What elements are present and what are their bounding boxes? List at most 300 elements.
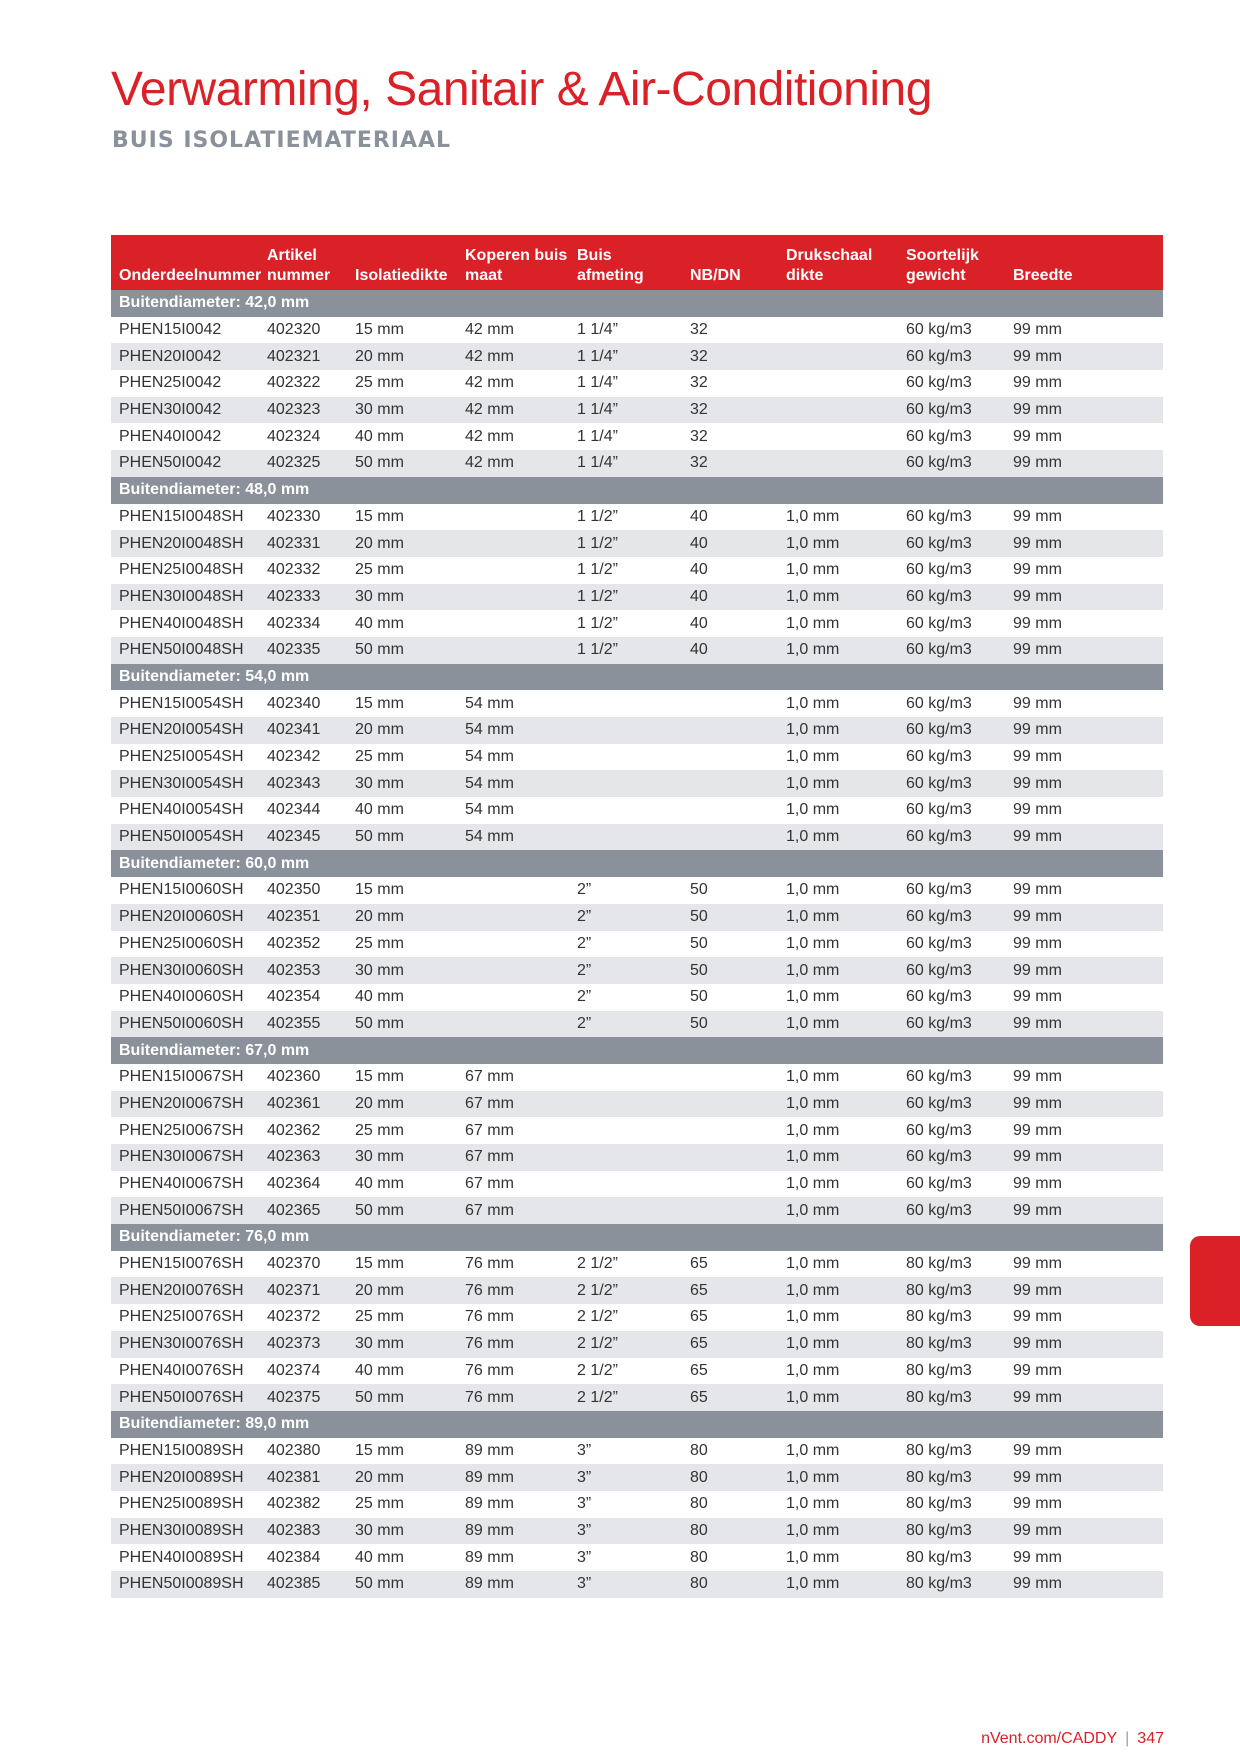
cell-shell-thickness: 1,0 mm <box>778 877 898 904</box>
cell-copper-pipe-size: 67 mm <box>457 1064 569 1091</box>
column-header-nb-dn: NB/DN <box>682 235 778 290</box>
cell-article-number: 402330 <box>259 504 347 531</box>
cell-shell-thickness: 1,0 mm <box>778 1091 898 1118</box>
table-row <box>111 1277 1163 1304</box>
footer-url[interactable]: nVent.com/CADDY <box>981 1730 1118 1747</box>
cell-insulation-thickness: 40 mm <box>347 610 457 637</box>
cell-part-number: PHEN40I0060SH <box>111 984 259 1011</box>
cell-nb-dn: 32 <box>682 343 778 370</box>
cell-density: 60 kg/m3 <box>898 343 1005 370</box>
cell-pipe-dimension <box>569 1064 682 1091</box>
cell-nb-dn: 65 <box>682 1251 778 1278</box>
table-row <box>111 1518 1163 1545</box>
cell-part-number: PHEN15I0042 <box>111 317 259 344</box>
cell-width: 99 mm <box>1005 877 1163 904</box>
cell-part-number: PHEN30I0089SH <box>111 1518 259 1545</box>
cell-article-number: 402343 <box>259 770 347 797</box>
cell-width: 99 mm <box>1005 1144 1163 1171</box>
cell-insulation-thickness: 30 mm <box>347 1144 457 1171</box>
cell-pipe-dimension: 1 1/4” <box>569 397 682 424</box>
cell-shell-thickness: 1,0 mm <box>778 1331 898 1358</box>
cell-article-number: 402361 <box>259 1091 347 1118</box>
cell-pipe-dimension <box>569 1091 682 1118</box>
cell-nb-dn: 50 <box>682 1011 778 1038</box>
table-row <box>111 423 1163 450</box>
cell-shell-thickness: 1,0 mm <box>778 637 898 664</box>
cell-shell-thickness: 1,0 mm <box>778 1277 898 1304</box>
cell-pipe-dimension <box>569 1117 682 1144</box>
column-header-part-number: Onderdeelnummer <box>111 235 259 290</box>
group-header-row <box>111 477 1163 504</box>
cell-pipe-dimension: 1 1/2” <box>569 557 682 584</box>
cell-copper-pipe-size <box>457 557 569 584</box>
cell-insulation-thickness: 20 mm <box>347 717 457 744</box>
cell-insulation-thickness: 25 mm <box>347 1117 457 1144</box>
cell-part-number: PHEN40I0089SH <box>111 1544 259 1571</box>
cell-part-number: PHEN50I0054SH <box>111 824 259 851</box>
cell-width: 99 mm <box>1005 584 1163 611</box>
cell-shell-thickness: 1,0 mm <box>778 1384 898 1411</box>
group-label: Buitendiameter: 42,0 mm <box>111 290 1163 317</box>
cell-pipe-dimension: 3” <box>569 1544 682 1571</box>
cell-pipe-dimension: 3” <box>569 1438 682 1465</box>
cell-shell-thickness: 1,0 mm <box>778 584 898 611</box>
table-row <box>111 1438 1163 1465</box>
cell-pipe-dimension: 3” <box>569 1464 682 1491</box>
cell-width: 99 mm <box>1005 1171 1163 1198</box>
cell-width: 99 mm <box>1005 744 1163 771</box>
cell-density: 80 kg/m3 <box>898 1544 1005 1571</box>
cell-nb-dn: 32 <box>682 397 778 424</box>
cell-copper-pipe-size: 42 mm <box>457 397 569 424</box>
column-header-copper-pipe-size: Koperen buis maat <box>457 235 569 290</box>
cell-density: 60 kg/m3 <box>898 931 1005 958</box>
cell-copper-pipe-size <box>457 931 569 958</box>
cell-shell-thickness <box>778 397 898 424</box>
cell-pipe-dimension: 1 1/2” <box>569 610 682 637</box>
cell-pipe-dimension: 3” <box>569 1491 682 1518</box>
cell-density: 80 kg/m3 <box>898 1251 1005 1278</box>
cell-copper-pipe-size: 76 mm <box>457 1331 569 1358</box>
cell-density: 60 kg/m3 <box>898 504 1005 531</box>
cell-density: 60 kg/m3 <box>898 1117 1005 1144</box>
cell-width: 99 mm <box>1005 370 1163 397</box>
cell-insulation-thickness: 15 mm <box>347 1438 457 1465</box>
table-row <box>111 690 1163 717</box>
cell-width: 99 mm <box>1005 1464 1163 1491</box>
cell-nb-dn: 50 <box>682 984 778 1011</box>
cell-shell-thickness: 1,0 mm <box>778 1544 898 1571</box>
cell-insulation-thickness: 30 mm <box>347 957 457 984</box>
cell-density: 60 kg/m3 <box>898 1197 1005 1224</box>
cell-width: 99 mm <box>1005 1438 1163 1465</box>
cell-article-number: 402372 <box>259 1304 347 1331</box>
cell-shell-thickness: 1,0 mm <box>778 530 898 557</box>
cell-copper-pipe-size: 89 mm <box>457 1491 569 1518</box>
cell-nb-dn: 65 <box>682 1358 778 1385</box>
cell-insulation-thickness: 50 mm <box>347 824 457 851</box>
cell-article-number: 402342 <box>259 744 347 771</box>
cell-width: 99 mm <box>1005 690 1163 717</box>
page-footer <box>981 1730 1164 1748</box>
cell-nb-dn: 50 <box>682 904 778 931</box>
table-row <box>111 1384 1163 1411</box>
cell-nb-dn: 50 <box>682 877 778 904</box>
cell-insulation-thickness: 40 mm <box>347 797 457 824</box>
cell-pipe-dimension <box>569 1144 682 1171</box>
cell-width: 99 mm <box>1005 397 1163 424</box>
cell-width: 99 mm <box>1005 1011 1163 1038</box>
cell-density: 60 kg/m3 <box>898 637 1005 664</box>
cell-density: 60 kg/m3 <box>898 877 1005 904</box>
cell-insulation-thickness: 20 mm <box>347 1464 457 1491</box>
cell-article-number: 402344 <box>259 797 347 824</box>
cell-shell-thickness: 1,0 mm <box>778 557 898 584</box>
cell-part-number: PHEN20I0089SH <box>111 1464 259 1491</box>
page-number: 347 <box>1137 1730 1164 1747</box>
cell-nb-dn: 40 <box>682 584 778 611</box>
cell-shell-thickness: 1,0 mm <box>778 1518 898 1545</box>
cell-nb-dn <box>682 1064 778 1091</box>
cell-width: 99 mm <box>1005 610 1163 637</box>
table-row <box>111 1464 1163 1491</box>
cell-copper-pipe-size: 89 mm <box>457 1544 569 1571</box>
cell-density: 60 kg/m3 <box>898 690 1005 717</box>
cell-insulation-thickness: 25 mm <box>347 370 457 397</box>
cell-shell-thickness: 1,0 mm <box>778 1197 898 1224</box>
table-row <box>111 717 1163 744</box>
cell-density: 60 kg/m3 <box>898 557 1005 584</box>
cell-pipe-dimension: 2” <box>569 877 682 904</box>
cell-copper-pipe-size: 76 mm <box>457 1304 569 1331</box>
cell-part-number: PHEN20I0048SH <box>111 530 259 557</box>
cell-part-number: PHEN15I0067SH <box>111 1064 259 1091</box>
table-row <box>111 1117 1163 1144</box>
cell-nb-dn: 32 <box>682 450 778 477</box>
cell-part-number: PHEN30I0048SH <box>111 584 259 611</box>
cell-pipe-dimension: 2” <box>569 931 682 958</box>
cell-copper-pipe-size: 89 mm <box>457 1571 569 1598</box>
cell-shell-thickness: 1,0 mm <box>778 1571 898 1598</box>
cell-pipe-dimension: 2” <box>569 957 682 984</box>
cell-pipe-dimension: 2 1/2” <box>569 1304 682 1331</box>
table-row <box>111 397 1163 424</box>
table-row <box>111 1491 1163 1518</box>
group-header-row <box>111 850 1163 877</box>
cell-article-number: 402365 <box>259 1197 347 1224</box>
cell-pipe-dimension: 2 1/2” <box>569 1358 682 1385</box>
product-table <box>111 235 1163 1598</box>
cell-copper-pipe-size: 54 mm <box>457 717 569 744</box>
column-header-insulation-thickness: Isolatiedikte <box>347 235 457 290</box>
cell-nb-dn: 65 <box>682 1277 778 1304</box>
cell-insulation-thickness: 30 mm <box>347 584 457 611</box>
cell-part-number: PHEN25I0076SH <box>111 1304 259 1331</box>
cell-pipe-dimension: 1 1/2” <box>569 637 682 664</box>
cell-density: 60 kg/m3 <box>898 744 1005 771</box>
cell-shell-thickness: 1,0 mm <box>778 1464 898 1491</box>
cell-copper-pipe-size <box>457 610 569 637</box>
cell-copper-pipe-size: 89 mm <box>457 1464 569 1491</box>
group-header-row <box>111 1037 1163 1064</box>
cell-pipe-dimension: 3” <box>569 1518 682 1545</box>
cell-width: 99 mm <box>1005 423 1163 450</box>
cell-nb-dn <box>682 770 778 797</box>
cell-part-number: PHEN50I0060SH <box>111 1011 259 1038</box>
table-row <box>111 1064 1163 1091</box>
cell-shell-thickness: 1,0 mm <box>778 957 898 984</box>
table-row <box>111 1331 1163 1358</box>
cell-part-number: PHEN20I0067SH <box>111 1091 259 1118</box>
cell-article-number: 402345 <box>259 824 347 851</box>
cell-article-number: 402351 <box>259 904 347 931</box>
cell-article-number: 402334 <box>259 610 347 637</box>
cell-pipe-dimension <box>569 744 682 771</box>
cell-insulation-thickness: 20 mm <box>347 530 457 557</box>
cell-part-number: PHEN40I0042 <box>111 423 259 450</box>
cell-pipe-dimension: 1 1/2” <box>569 530 682 557</box>
cell-insulation-thickness: 25 mm <box>347 557 457 584</box>
cell-width: 99 mm <box>1005 904 1163 931</box>
cell-article-number: 402362 <box>259 1117 347 1144</box>
cell-density: 60 kg/m3 <box>898 1091 1005 1118</box>
cell-width: 99 mm <box>1005 1197 1163 1224</box>
cell-article-number: 402322 <box>259 370 347 397</box>
cell-width: 99 mm <box>1005 1304 1163 1331</box>
cell-width: 99 mm <box>1005 1491 1163 1518</box>
cell-nb-dn: 32 <box>682 423 778 450</box>
cell-shell-thickness: 1,0 mm <box>778 744 898 771</box>
cell-part-number: PHEN20I0060SH <box>111 904 259 931</box>
cell-width: 99 mm <box>1005 984 1163 1011</box>
cell-width: 99 mm <box>1005 343 1163 370</box>
cell-part-number: PHEN25I0048SH <box>111 557 259 584</box>
cell-copper-pipe-size <box>457 637 569 664</box>
group-label: Buitendiameter: 54,0 mm <box>111 664 1163 691</box>
group-label: Buitendiameter: 76,0 mm <box>111 1224 1163 1251</box>
cell-density: 60 kg/m3 <box>898 904 1005 931</box>
cell-insulation-thickness: 30 mm <box>347 1518 457 1545</box>
cell-shell-thickness: 1,0 mm <box>778 504 898 531</box>
cell-density: 80 kg/m3 <box>898 1358 1005 1385</box>
cell-width: 99 mm <box>1005 1091 1163 1118</box>
cell-copper-pipe-size <box>457 957 569 984</box>
cell-shell-thickness <box>778 317 898 344</box>
table-row <box>111 1171 1163 1198</box>
cell-nb-dn: 80 <box>682 1491 778 1518</box>
cell-nb-dn: 65 <box>682 1331 778 1358</box>
cell-article-number: 402355 <box>259 1011 347 1038</box>
table-row <box>111 1571 1163 1598</box>
table-row <box>111 450 1163 477</box>
cell-copper-pipe-size: 42 mm <box>457 370 569 397</box>
cell-nb-dn <box>682 797 778 824</box>
cell-part-number: PHEN40I0048SH <box>111 610 259 637</box>
group-header-row <box>111 290 1163 317</box>
cell-copper-pipe-size <box>457 504 569 531</box>
cell-density: 60 kg/m3 <box>898 584 1005 611</box>
cell-width: 99 mm <box>1005 797 1163 824</box>
table-row <box>111 770 1163 797</box>
cell-part-number: PHEN25I0054SH <box>111 744 259 771</box>
cell-nb-dn: 40 <box>682 637 778 664</box>
group-header-row <box>111 664 1163 691</box>
cell-shell-thickness: 1,0 mm <box>778 1144 898 1171</box>
cell-width: 99 mm <box>1005 1544 1163 1571</box>
cell-shell-thickness: 1,0 mm <box>778 717 898 744</box>
table-row <box>111 1011 1163 1038</box>
cell-pipe-dimension: 2” <box>569 904 682 931</box>
cell-article-number: 402360 <box>259 1064 347 1091</box>
cell-density: 80 kg/m3 <box>898 1331 1005 1358</box>
cell-nb-dn: 40 <box>682 557 778 584</box>
table-row <box>111 1251 1163 1278</box>
cell-part-number: PHEN15I0089SH <box>111 1438 259 1465</box>
cell-insulation-thickness: 20 mm <box>347 1091 457 1118</box>
cell-part-number: PHEN15I0076SH <box>111 1251 259 1278</box>
cell-article-number: 402340 <box>259 690 347 717</box>
cell-nb-dn: 40 <box>682 530 778 557</box>
cell-article-number: 402354 <box>259 984 347 1011</box>
cell-nb-dn: 32 <box>682 317 778 344</box>
cell-width: 99 mm <box>1005 717 1163 744</box>
cell-pipe-dimension <box>569 824 682 851</box>
table-row <box>111 1304 1163 1331</box>
table-row <box>111 343 1163 370</box>
cell-nb-dn: 40 <box>682 610 778 637</box>
cell-copper-pipe-size: 76 mm <box>457 1277 569 1304</box>
cell-article-number: 402374 <box>259 1358 347 1385</box>
cell-article-number: 402370 <box>259 1251 347 1278</box>
cell-nb-dn: 80 <box>682 1571 778 1598</box>
cell-insulation-thickness: 15 mm <box>347 504 457 531</box>
cell-density: 80 kg/m3 <box>898 1518 1005 1545</box>
cell-part-number: PHEN40I0076SH <box>111 1358 259 1385</box>
cell-nb-dn: 50 <box>682 957 778 984</box>
cell-pipe-dimension: 2 1/2” <box>569 1277 682 1304</box>
cell-nb-dn <box>682 824 778 851</box>
cell-pipe-dimension <box>569 770 682 797</box>
table-row <box>111 1358 1163 1385</box>
cell-copper-pipe-size: 76 mm <box>457 1384 569 1411</box>
cell-pipe-dimension: 2” <box>569 984 682 1011</box>
cell-shell-thickness <box>778 343 898 370</box>
cell-density: 80 kg/m3 <box>898 1304 1005 1331</box>
cell-article-number: 402382 <box>259 1491 347 1518</box>
page-title: Verwarming, Sanitair & Air-Conditioning <box>111 63 932 116</box>
table-row <box>111 1144 1163 1171</box>
cell-density: 60 kg/m3 <box>898 824 1005 851</box>
table-row <box>111 504 1163 531</box>
group-label: Buitendiameter: 60,0 mm <box>111 850 1163 877</box>
cell-article-number: 402384 <box>259 1544 347 1571</box>
cell-shell-thickness: 1,0 mm <box>778 824 898 851</box>
cell-insulation-thickness: 40 mm <box>347 1358 457 1385</box>
group-label: Buitendiameter: 89,0 mm <box>111 1411 1163 1438</box>
cell-pipe-dimension: 3” <box>569 1571 682 1598</box>
group-label: Buitendiameter: 67,0 mm <box>111 1037 1163 1064</box>
cell-shell-thickness: 1,0 mm <box>778 797 898 824</box>
cell-width: 99 mm <box>1005 1064 1163 1091</box>
cell-density: 60 kg/m3 <box>898 423 1005 450</box>
cell-nb-dn: 50 <box>682 931 778 958</box>
cell-density: 60 kg/m3 <box>898 770 1005 797</box>
table-row <box>111 877 1163 904</box>
cell-copper-pipe-size: 67 mm <box>457 1144 569 1171</box>
cell-insulation-thickness: 30 mm <box>347 397 457 424</box>
cell-article-number: 402320 <box>259 317 347 344</box>
cell-article-number: 402350 <box>259 877 347 904</box>
table-row <box>111 1197 1163 1224</box>
cell-part-number: PHEN20I0042 <box>111 343 259 370</box>
cell-copper-pipe-size <box>457 984 569 1011</box>
cell-width: 99 mm <box>1005 824 1163 851</box>
cell-insulation-thickness: 50 mm <box>347 1197 457 1224</box>
cell-pipe-dimension <box>569 1171 682 1198</box>
cell-part-number: PHEN30I0067SH <box>111 1144 259 1171</box>
cell-part-number: PHEN15I0048SH <box>111 504 259 531</box>
table-row <box>111 637 1163 664</box>
table-row <box>111 610 1163 637</box>
cell-insulation-thickness: 25 mm <box>347 931 457 958</box>
cell-shell-thickness: 1,0 mm <box>778 690 898 717</box>
cell-width: 99 mm <box>1005 504 1163 531</box>
cell-width: 99 mm <box>1005 530 1163 557</box>
table-row <box>111 744 1163 771</box>
cell-width: 99 mm <box>1005 1518 1163 1545</box>
cell-insulation-thickness: 40 mm <box>347 1544 457 1571</box>
cell-shell-thickness: 1,0 mm <box>778 931 898 958</box>
table-row <box>111 317 1163 344</box>
cell-copper-pipe-size: 76 mm <box>457 1251 569 1278</box>
cell-copper-pipe-size: 89 mm <box>457 1438 569 1465</box>
cell-nb-dn: 40 <box>682 504 778 531</box>
cell-width: 99 mm <box>1005 637 1163 664</box>
cell-insulation-thickness: 30 mm <box>347 770 457 797</box>
cell-width: 99 mm <box>1005 1358 1163 1385</box>
cell-width: 99 mm <box>1005 931 1163 958</box>
cell-pipe-dimension: 2 1/2” <box>569 1384 682 1411</box>
cell-pipe-dimension: 2 1/2” <box>569 1331 682 1358</box>
cell-width: 99 mm <box>1005 957 1163 984</box>
cell-part-number: PHEN50I0089SH <box>111 1571 259 1598</box>
cell-density: 60 kg/m3 <box>898 610 1005 637</box>
cell-nb-dn: 80 <box>682 1464 778 1491</box>
cell-copper-pipe-size: 54 mm <box>457 797 569 824</box>
cell-copper-pipe-size <box>457 1011 569 1038</box>
cell-nb-dn <box>682 744 778 771</box>
cell-density: 60 kg/m3 <box>898 370 1005 397</box>
cell-copper-pipe-size <box>457 584 569 611</box>
cell-copper-pipe-size: 42 mm <box>457 317 569 344</box>
cell-insulation-thickness: 50 mm <box>347 1571 457 1598</box>
cell-density: 80 kg/m3 <box>898 1438 1005 1465</box>
cell-pipe-dimension: 1 1/4” <box>569 317 682 344</box>
cell-width: 99 mm <box>1005 1331 1163 1358</box>
cell-nb-dn <box>682 1171 778 1198</box>
cell-shell-thickness: 1,0 mm <box>778 1117 898 1144</box>
cell-insulation-thickness: 25 mm <box>347 1304 457 1331</box>
cell-shell-thickness: 1,0 mm <box>778 610 898 637</box>
cell-pipe-dimension: 1 1/4” <box>569 370 682 397</box>
cell-insulation-thickness: 50 mm <box>347 1011 457 1038</box>
cell-copper-pipe-size <box>457 904 569 931</box>
cell-shell-thickness: 1,0 mm <box>778 1438 898 1465</box>
cell-insulation-thickness: 50 mm <box>347 637 457 664</box>
cell-shell-thickness <box>778 450 898 477</box>
cell-pipe-dimension: 2 1/2” <box>569 1251 682 1278</box>
footer-separator: | <box>1125 1730 1130 1747</box>
